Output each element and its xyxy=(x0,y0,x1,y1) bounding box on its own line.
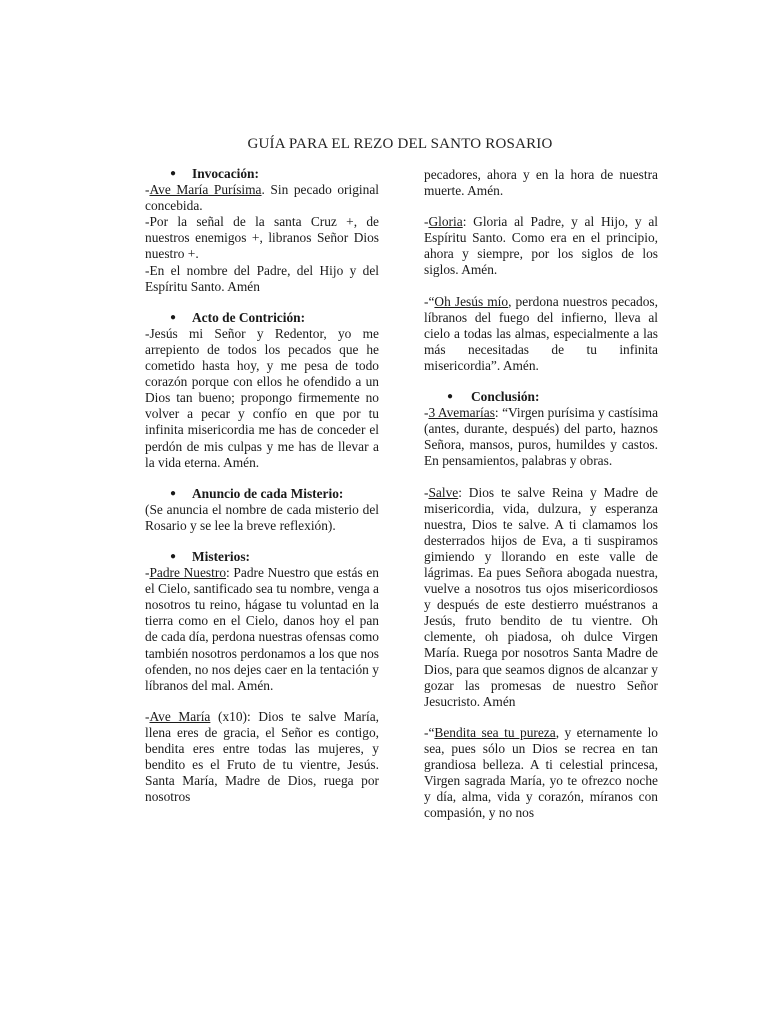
oh-jesus-mio-text: -“Oh Jesús mío, perdona nuestros pecados, líbranos del fuego del infierno, lleva al cielo a todas las almas, especialmente a las más necesitadas de tu infinita misericordia”. Amén. xyxy=(424,293,658,373)
bendita-link: Bendita sea tu pureza xyxy=(434,724,556,740)
salve-link: Salve xyxy=(428,484,459,500)
bullet-icon: ● xyxy=(170,487,177,499)
bullet-icon: ● xyxy=(170,550,177,562)
gloria-link: Gloria xyxy=(428,214,463,230)
avemarias-link: 3 Avemarías xyxy=(428,405,495,421)
bendita-text: -“Bendita sea tu pureza, y eternamente lo sea, pues sólo un Dios se recrea en tan grandiosa belleza. A ti celestial princesa, Virgen sagrada María, yo te ofrezco noche y día, alma, vida y corazón, míranos con compasión, y no nos xyxy=(424,724,658,821)
section-heading-misterios: ● Misterios: xyxy=(170,548,251,564)
left-column xyxy=(145,166,379,805)
anuncio-text: (Se anuncia el nombre de cada misterio del Rosario y se lee la breve reflexión). xyxy=(145,501,379,533)
ave-maria-purisima-link: Ave María Purísima xyxy=(149,182,262,198)
bullet-icon: ● xyxy=(447,391,454,403)
padre-nuestro-text: -Padre Nuestro: Padre Nuestro que estás en el Cielo, santificado sea tu nombre, venga a nosotros tu reino, hágase tu voluntad en la tierra como en el Cielo, danos hoy el pan de cada día, perdona nuestras ofensas como también nosotros perdonamos a los que nos ofenden, no nos dejes caer en la tentación y líbranos del mal. Amén. xyxy=(145,565,379,693)
bullet-icon: ● xyxy=(170,311,177,323)
oh-jesus-mio-link: Oh Jesús mío xyxy=(434,293,509,309)
bullet-icon: ● xyxy=(170,168,177,179)
ave-maria-text: -Ave María (x10): Dios te salve María, llena eres de gracia, el Señor es contigo, bendita eres entre todas las mujeres, y bendito es el Fruto de tu vientre, Jesús. Santa María, Madre de Dios, ruega por nosotros xyxy=(145,708,379,805)
right-column xyxy=(424,167,658,821)
section-heading-invocacion: ● Invocación: xyxy=(170,166,259,181)
padre-nuestro-link: Padre Nuestro xyxy=(149,565,227,581)
section-heading-contricion: ● Acto de Contrición: xyxy=(170,309,306,325)
page-title: GUÍA PARA EL REZO DEL SANTO ROSARIO xyxy=(247,136,553,152)
section-heading-anuncio: ● Anuncio de cada Misterio: xyxy=(170,485,344,501)
ave-maria-continuation: pecadores, ahora y en la hora de nuestra muerte. Amén. xyxy=(424,167,658,199)
gloria-text: -Gloria: Gloria al Padre, y al Hijo, y al Espíritu Santo. Como era en el principio, ahora y siempre, por los siglos de los siglos. Amén. xyxy=(424,214,658,278)
salve-text: -Salve: Dios te salve Reina y Madre de misericordia, vida, dulzura, y esperanza nuestra, Dios te salve. A ti clamamos los desterrados hijos de Eva, a ti suspiramos gimiendo y llorando en este valle de lágrimas. Ea pues Señora abogada nuestra, vuelve a nosotros tus ojos misericordiosos y después de este destierro muéstranos a Jesús, fruto bendito de tu vientre. Oh clemente, oh piadosa, oh dulce Virgen María. Ruega por nosotros Santa Madre de Dios, para que seamos dignos de alcanzar y gozar las promesas de nuestro Señor Jesucristo. Amén xyxy=(424,484,658,709)
section-heading-conclusion: ● Conclusión: xyxy=(447,389,540,405)
contricion-text: -Jesús mi Señor y Redentor, yo me arrepiento de todos los pecados que he cometido hasta hoy, y me pesa de todo corazón porque con ellos he ofendido a un Dios tan bueno; propongo firmemente no volver a pecar y confío en que por tu infinita misericordia me has de conceder el perdón de mis culpas y me has de llevar a la vida eterna. Amén. xyxy=(145,325,379,470)
avemarias-text: -3 Avemarías: “Virgen purísima y castísima (antes, durante, después) del parto, haznos Señora, mansos, puros, humildes y castos. En pensamientos, palabras y obras. xyxy=(424,405,659,469)
invocacion-text: -Ave María Purísima. Sin pecado original concebida. -Por la señal de la santa Cruz +, de nuestros enemigos +, libranos Señor Dios nuestro +. -En el nombre del Padre, del Hijo y del Espíritu Santo. Amén xyxy=(145,182,379,294)
ave-maria-link: Ave María xyxy=(149,708,211,724)
